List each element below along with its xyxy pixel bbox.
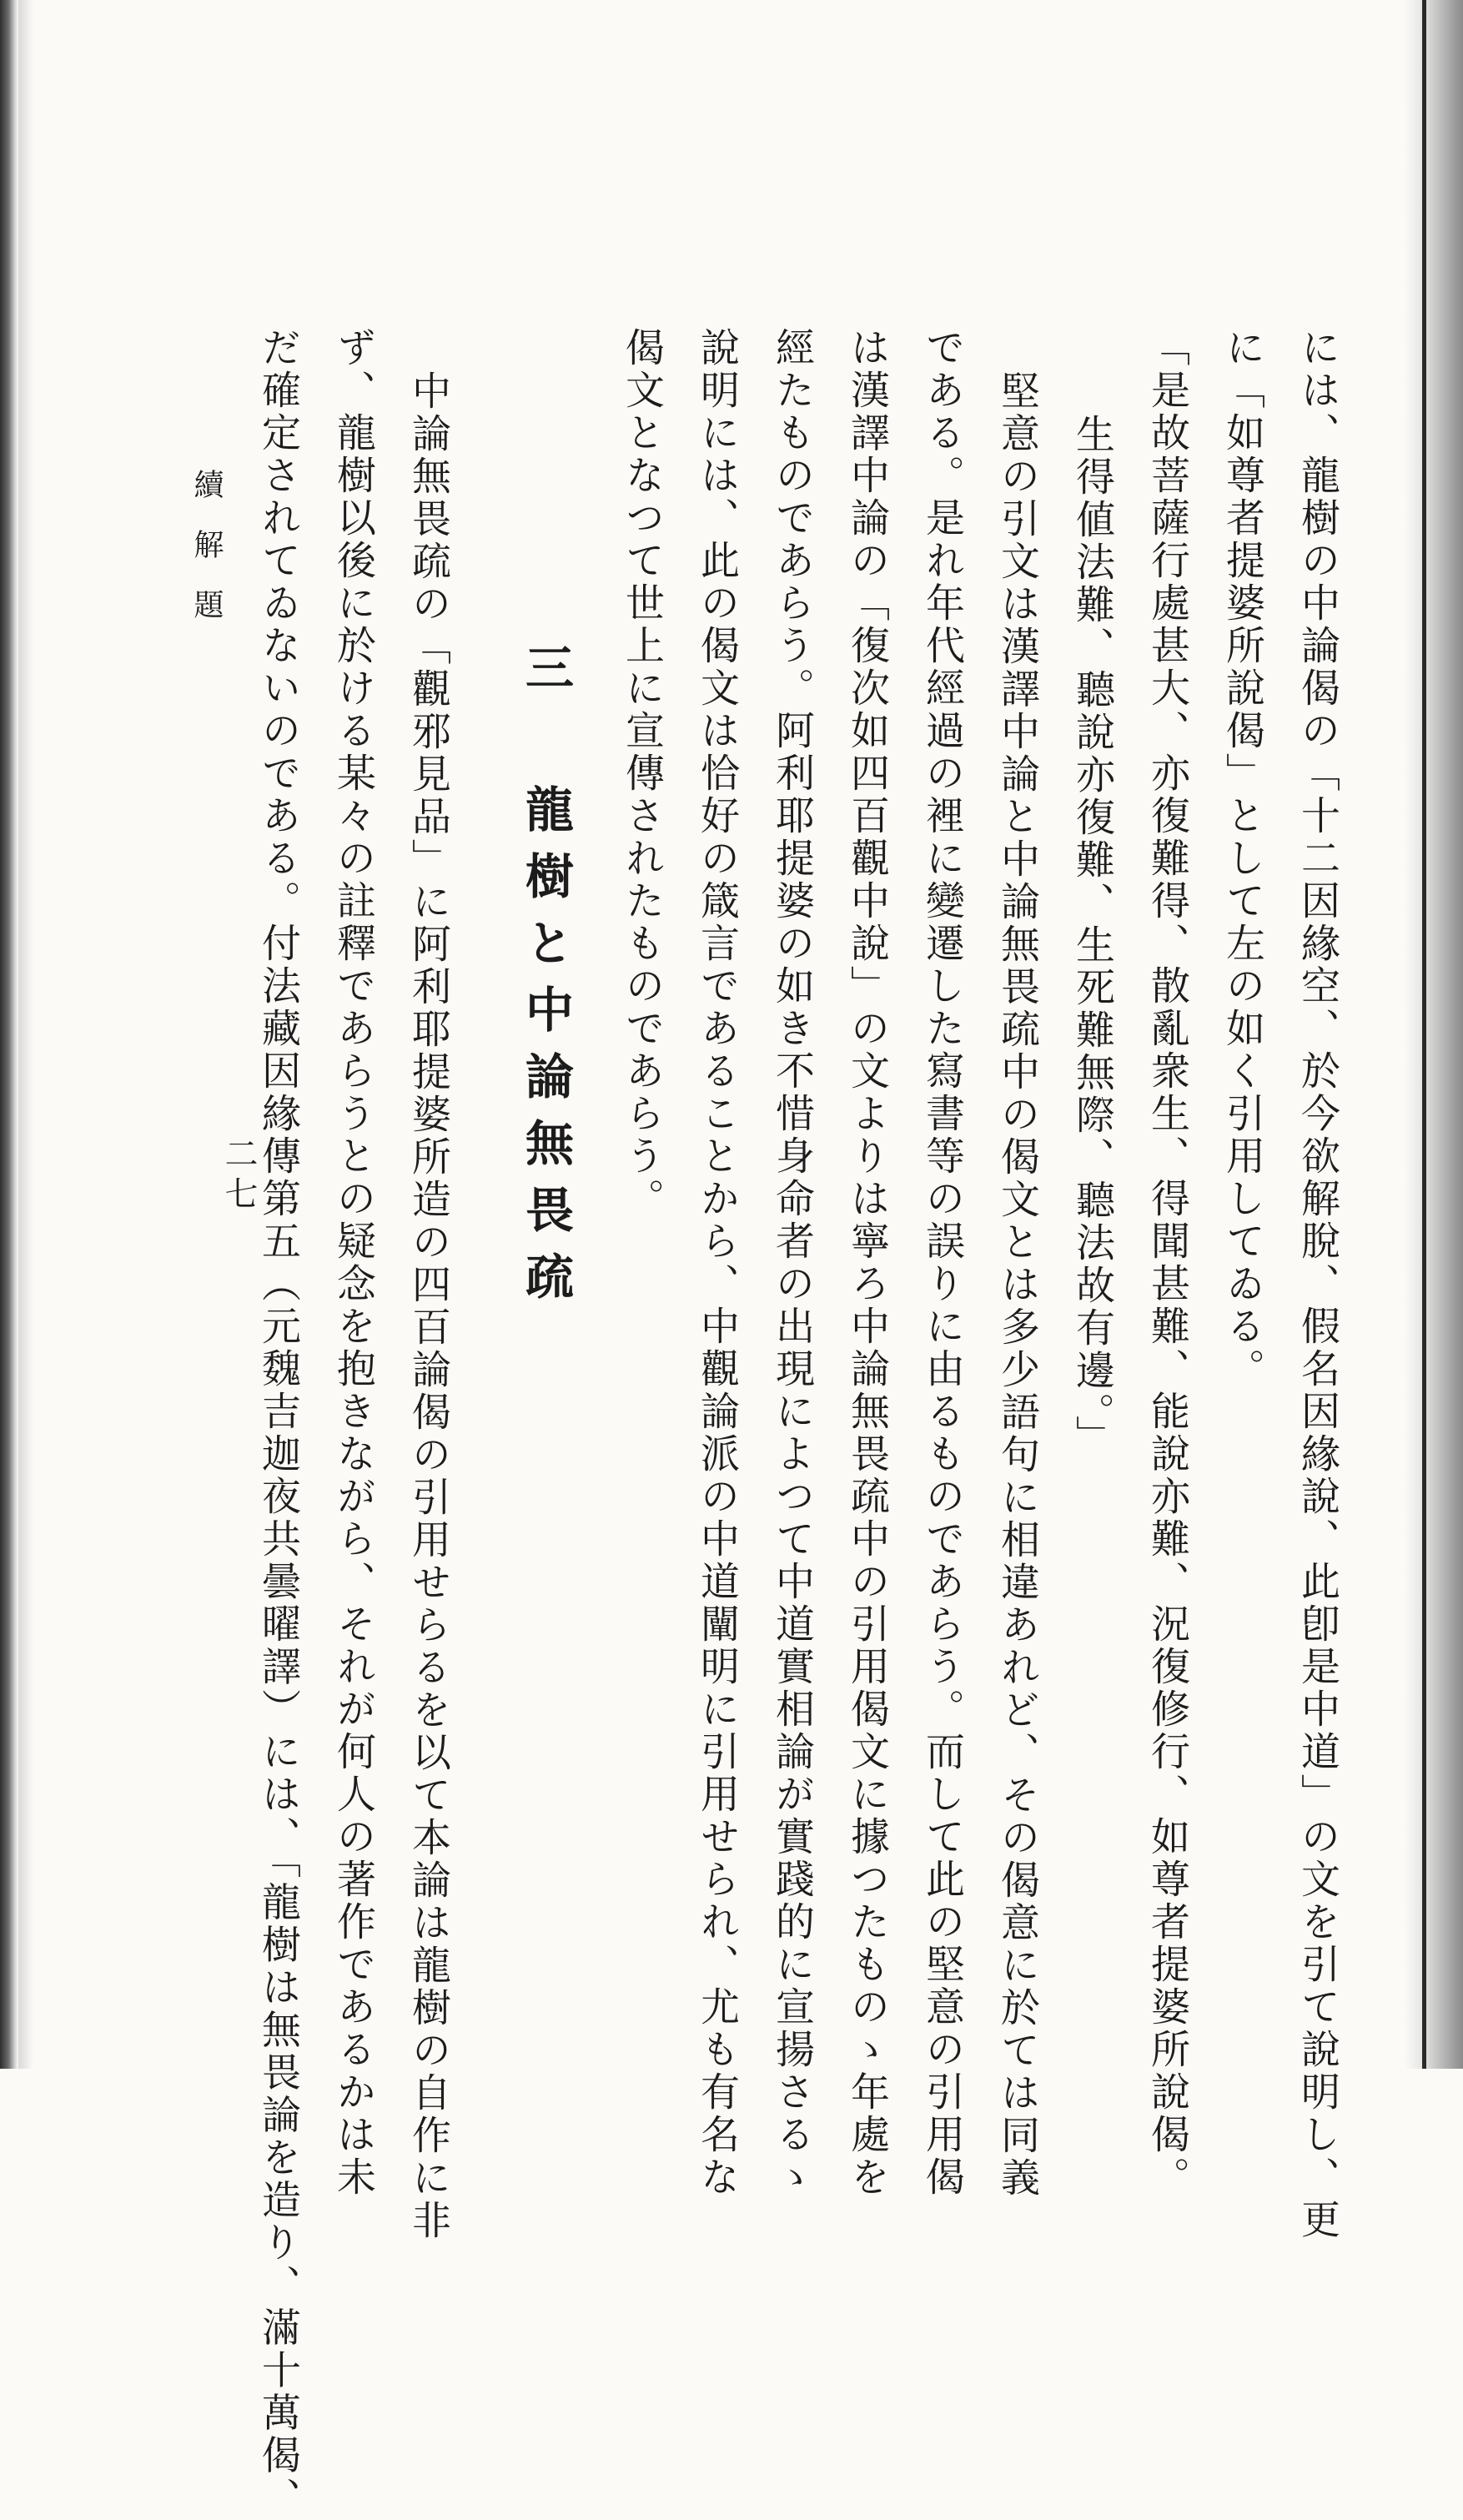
text-column-5: 堅意の引文は漢譯中論と中論無畏疏中の偈文とは多少語句に相違あれど、その偈意に於ては同義 [994,370,1040,2200]
text-column-13: だ確定されてゐないのである。付法藏因緣傳第五（元魏吉迦夜共曇曜譯）には、「龍樹は無畏論を造り、滿十萬偈、 [255,327,301,2520]
text-column-12: ず、龍樹以後に於ける某々の註釋であらうとの疑念を抱きながら、それが何人の著作であるかは未 [330,327,376,2199]
text-column-1: には、龍樹の中論偈の「十二因緣空、於今欲解脫、假名因緣說、此卽是中道」の文を引て說明し、更 [1295,327,1340,2241]
section-heading: 三 龍樹と中論無畏疏 [517,642,574,1318]
scan-edge-left [0,0,18,2069]
running-title: 續解題 [189,469,224,649]
text-column-10: 偈文となつて世上に宣傳されたものであらう。 [619,327,665,1220]
text-column-8: 經たものであらう。阿利耶提婆の如き不惜身命者の出現によつて中道實相論が實踐的に宣揚さるゝ [769,327,815,2199]
text-column-3: 「是故菩薩行處甚大、亦復難得、散亂衆生、得聞甚難、能說亦難、況復修行、如尊者提婆所說偈。 [1144,327,1190,2199]
text-column-6: である。是れ年代經過の裡に變遷した寫書等の誤りに由るものであらう。而して此の堅意の引用偈 [919,327,965,2199]
text-column-11: 中論無畏疏の「觀邪見品」に阿利耶提婆所造の四百論偈の引用せらるを以て本論は龍樹の自作に非 [405,370,451,2242]
text-column-4: 生得値法難、聽說亦復難、生死難無際、聽法故有邊。」 [1069,414,1115,1458]
scan-edge-left-shadow [18,0,33,2069]
text-column-7: は漢譯中論の「復次如四百觀中說」の文よりは寧ろ中論無畏疏中の引用偈文に據つたものゝ年處を [844,327,890,2199]
scan-edge-right [1405,0,1463,2069]
scan-binding-line [1422,0,1426,2069]
text-column-2: に「如尊者提婆所說偈」として左の如く引用してゐる。 [1219,327,1265,1391]
text-column-9: 說明には、此の偈文は恰好の箴言であることから、中觀論派の中道闡明に引用せられ、尤も有名な [694,327,740,2199]
page-number: 二七 [219,1136,258,1216]
